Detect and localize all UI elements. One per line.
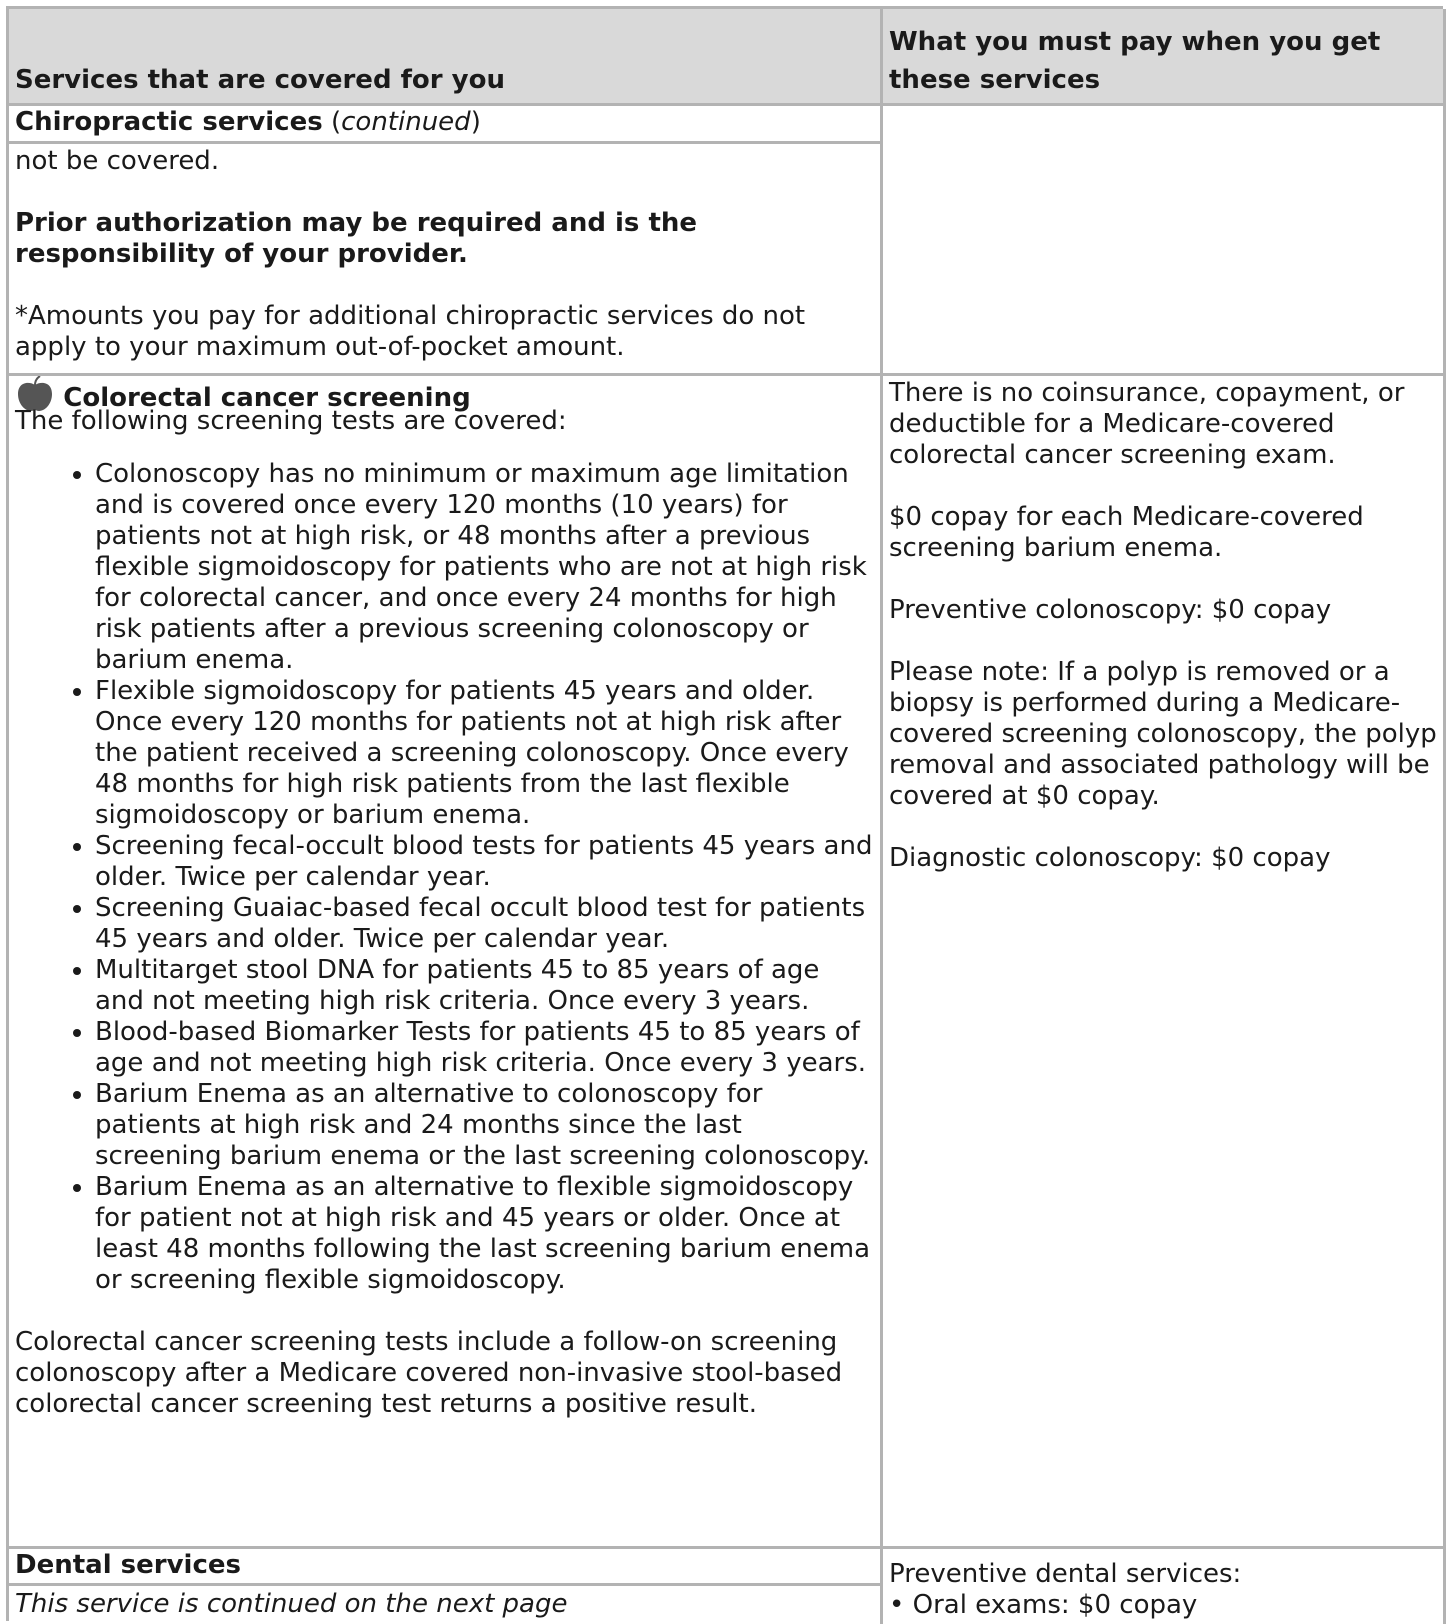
- cost-text: There is no coinsurance, copayment, or deductible for a Medicare-covered colorectal cancer screening exam.: [889, 378, 1405, 470]
- list-item: • Colonoscopy has no minimum or maximum age limitation and is covered once every 120 months (10 years) for patients not at high risk, or 48 months after a previous flexible sigmoidoscopy for patients who are not at high risk for colorectal cancer, and once every 24 months for high risk patients after a previous screening colonoscopy or barium enema.: [95, 459, 874, 676]
- column-header-services-text: Services that are covered for you: [15, 65, 505, 95]
- dental-title: Dental services: [15, 1550, 241, 1580]
- list-item: • Multitarget stool DNA for patients 45 to 85 years of age and not meeting high risk criteria. Once every 3 years.: [95, 955, 874, 1017]
- screening-test-list: [15, 459, 874, 1296]
- chiropractic-title: Chiropractic services: [15, 107, 323, 137]
- colorectal-closing-text: Colorectal cancer screening tests include a follow-on screening colonoscopy after a Medicare covered non-invasive stool-based colorectal cancer screening test returns a positive result.: [15, 1327, 843, 1419]
- column-header-cost: [883, 9, 1446, 106]
- benefits-table: [6, 6, 1443, 1621]
- chiropractic-cost-cell: [883, 106, 1446, 376]
- cost-text: $0 copay for each Medicare-covered screening barium enema.: [889, 502, 1364, 563]
- list-item: • Screening Guaiac-based fecal occult blood test for patients 45 years and older. Twice per calendar year.: [95, 893, 874, 955]
- list-item: • Flexible sigmoidoscopy for patients 45 years and older. Once every 120 months for patients not at high risk after the patient received a screening colonoscopy. Once every 48 months for high risk patients from the last flexible sigmoidoscopy or barium enema.: [95, 676, 874, 831]
- dental-cost-cell: [883, 1549, 1446, 1624]
- cost-text: Preventive colonoscopy: $0 copay: [889, 595, 1332, 625]
- list-item: • Screening fecal-occult blood tests for patients 45 years and older. Twice per calendar year.: [95, 831, 874, 893]
- continued-label: continued: [341, 107, 471, 137]
- cost-text: Please note: If a polyp is removed or a biopsy is performed during a Medicare-covered screening colonoscopy, the polyp removal and associated pathology will be covered at $0 copay.: [889, 657, 1437, 811]
- continued-note: This service is continued on the next page: [15, 1589, 568, 1619]
- chiropractic-text: not be covered.: [15, 146, 220, 176]
- column-header-cost-text: What you must pay when you get these services: [889, 27, 1381, 95]
- chiropractic-footnote: *Amounts you pay for additional chiropractic services do not apply to your maximum out-of-pocket amount.: [15, 301, 806, 362]
- chiropractic-body-cell: [9, 144, 883, 376]
- list-item: • Barium Enema as an alternative to flexible sigmoidoscopy for patient not at high risk and 45 years or older. Once at least 48 months following the last screening barium enema or screening flexible sigmoidoscopy.: [95, 1172, 874, 1296]
- column-header-services: [9, 9, 883, 106]
- cost-text: Diagnostic colonoscopy: $0 copay: [889, 843, 1331, 873]
- colorectal-title: Colorectal cancer screening: [63, 383, 471, 413]
- list-item: • Blood-based Biomarker Tests for patients 45 to 85 years of age and not meeting high risk criteria. Once every 3 years.: [95, 1017, 874, 1079]
- dental-cost-item: • Oral exams: $0 copay: [889, 1590, 1198, 1620]
- dental-continued-cell: [9, 1586, 883, 1624]
- dental-title-cell: [9, 1549, 883, 1586]
- chiropractic-title-cell: Chiropractic services (continued): [9, 106, 883, 144]
- colorectal-intro: The following screening tests are covered:: [15, 406, 567, 436]
- prior-authorization-note: Prior authorization may be required and is the responsibility of your provider.: [15, 208, 698, 269]
- colorectal-cost-cell: [883, 376, 1446, 1549]
- colorectal-cell: [9, 376, 883, 1549]
- dental-cost-heading: Preventive dental services:: [889, 1559, 1242, 1589]
- list-item: • Barium Enema as an alternative to colonoscopy for patients at high risk and 24 months since the last screening barium enema or the last screening colonoscopy.: [95, 1079, 874, 1172]
